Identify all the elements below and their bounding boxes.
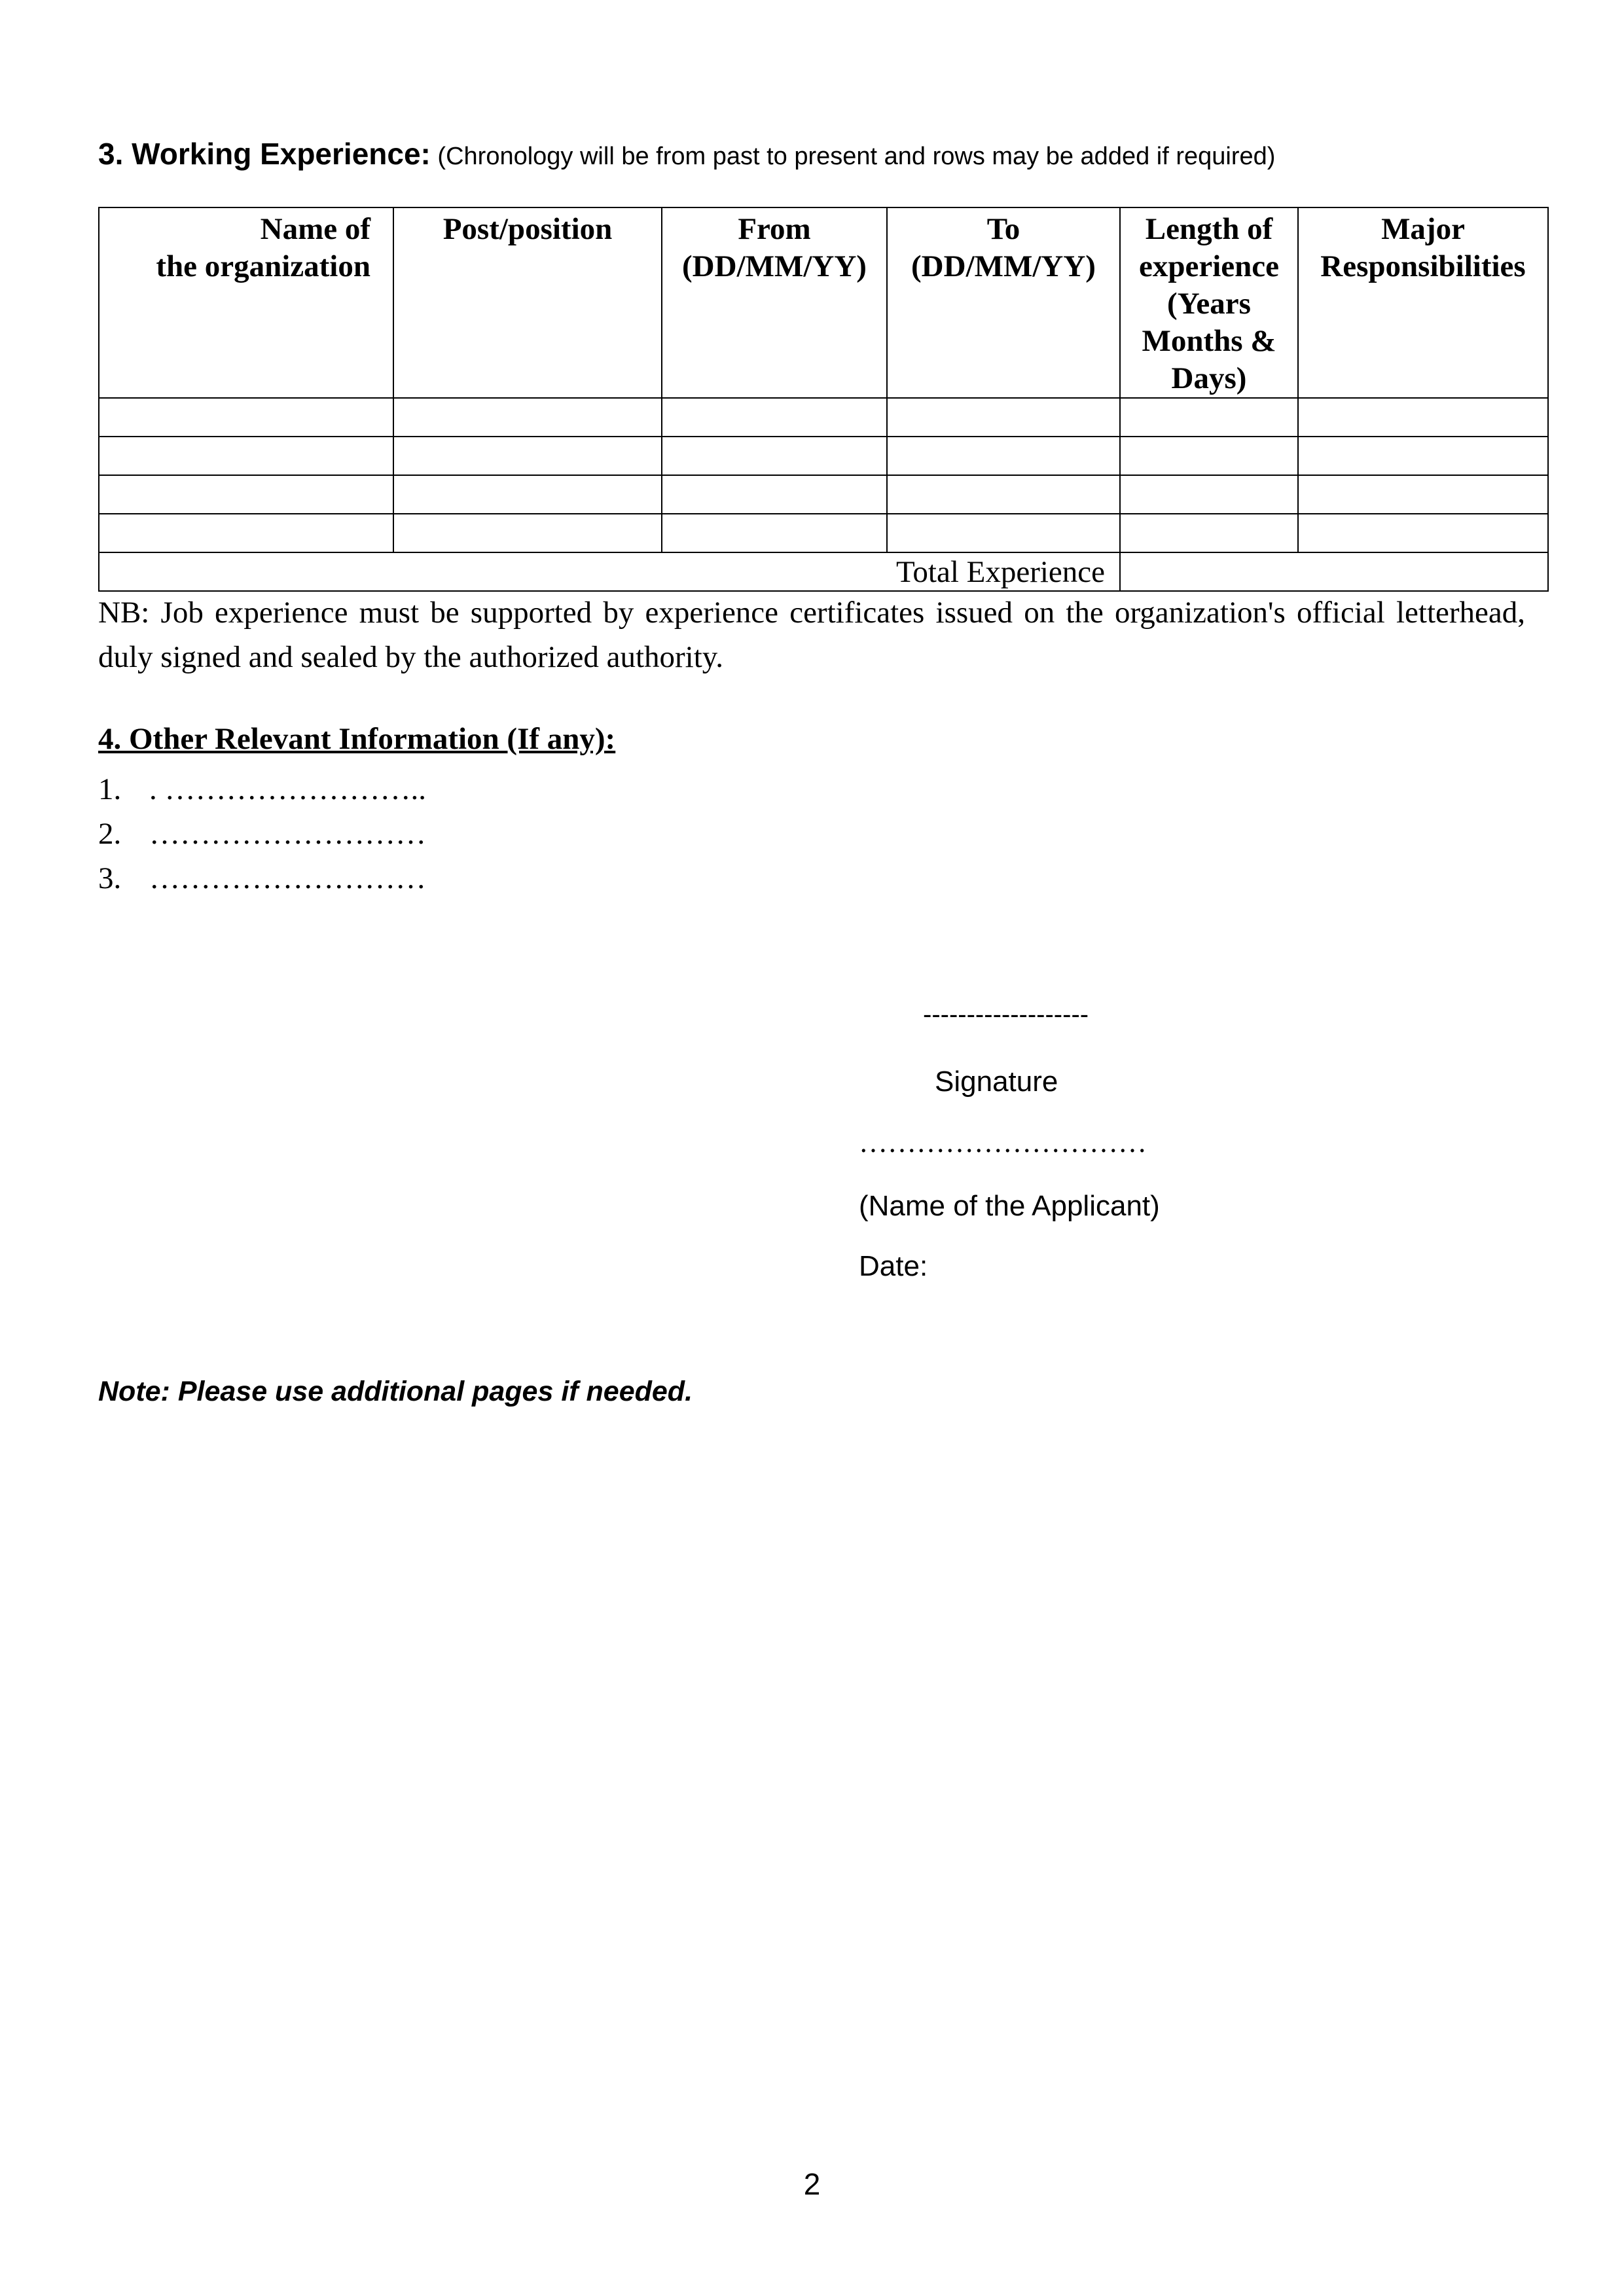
table-cell[interactable]: [662, 475, 887, 514]
table-cell[interactable]: [393, 437, 662, 475]
header-line: Name of: [260, 212, 370, 246]
table-body: [99, 398, 1548, 591]
section-4-heading: 4. Other Relevant Information (If any):: [98, 722, 616, 756]
table-cell[interactable]: [1120, 398, 1298, 437]
table-cell[interactable]: [662, 437, 887, 475]
header-line: To: [986, 212, 1020, 246]
additional-pages-note: Note: Please use additional pages if needed.: [98, 1376, 693, 1407]
header-line: the organization: [156, 249, 370, 283]
list-item: [98, 767, 426, 812]
table-cell[interactable]: [99, 514, 393, 552]
list-item-text[interactable]: ………………………: [149, 861, 426, 895]
list-item-number: 2.: [98, 817, 122, 851]
list-item: [98, 856, 426, 901]
table-cell[interactable]: [887, 437, 1120, 475]
table-row: [99, 398, 1548, 437]
header-line: Months &: [1142, 324, 1276, 358]
page-number: 2: [803, 2167, 821, 2201]
total-experience-row: [99, 552, 1548, 591]
working-experience-table: [98, 207, 1549, 592]
date-label: Date:: [859, 1250, 928, 1282]
nb-paragraph: NB: Job experience must be supported by experience certificates issued on the organization's official letterhead, duly signed and sealed by the authorized authority.: [98, 596, 1525, 674]
section-3-title: 3. Working Experience:: [98, 137, 431, 171]
table-cell[interactable]: [1298, 514, 1548, 552]
header-line: Post/position: [442, 212, 613, 246]
header-length-of-experience: [1120, 207, 1298, 398]
header-to-date: [887, 207, 1120, 398]
signature-label: Signature: [935, 1066, 1058, 1098]
table-cell[interactable]: [99, 437, 393, 475]
table-cell[interactable]: [662, 514, 887, 552]
table-cell[interactable]: [1298, 475, 1548, 514]
table-cell[interactable]: [1120, 437, 1298, 475]
header-major-responsibilities: [1298, 207, 1548, 398]
table-cell[interactable]: [393, 398, 662, 437]
header-post-position: [393, 207, 662, 398]
table-cell[interactable]: [1298, 398, 1548, 437]
header-line: Responsibilities: [1320, 249, 1526, 283]
applicant-name-label: (Name of the Applicant): [859, 1190, 1160, 1222]
list-item-number: 1.: [98, 772, 122, 806]
header-line: (DD/MM/YY): [682, 249, 867, 283]
total-experience-value[interactable]: [1120, 552, 1548, 591]
table-cell[interactable]: [662, 398, 887, 437]
table-cell[interactable]: [887, 475, 1120, 514]
table-cell[interactable]: [99, 475, 393, 514]
header-line: experience: [1138, 249, 1279, 283]
header-line: Length of: [1145, 212, 1273, 246]
table-cell[interactable]: [393, 514, 662, 552]
header-line: (Years: [1167, 287, 1251, 321]
table-cell[interactable]: [1120, 475, 1298, 514]
list-item-number: 3.: [98, 861, 122, 895]
header-line: (DD/MM/YY): [911, 249, 1096, 283]
table-header-row: [99, 207, 1548, 398]
signature-line: -------------------: [923, 1000, 1089, 1029]
header-line: Days): [1171, 361, 1247, 395]
header-line: From: [738, 212, 811, 246]
table-cell[interactable]: [1120, 514, 1298, 552]
section-3-note: (Chronology will be from past to present and rows may be added if required): [430, 143, 1276, 170]
header-organization-name: [99, 207, 393, 398]
table-cell[interactable]: [99, 398, 393, 437]
list-item-text[interactable]: ………………………: [149, 817, 426, 851]
table-cell[interactable]: [887, 398, 1120, 437]
list-item: [98, 812, 426, 856]
header-from-date: [662, 207, 887, 398]
applicant-name-line: …………………………: [859, 1126, 1147, 1158]
list-item-text[interactable]: . ……………………..: [149, 772, 426, 806]
table-cell[interactable]: [887, 514, 1120, 552]
table-row: [99, 437, 1548, 475]
other-info-list: [98, 767, 426, 901]
table-cell[interactable]: [1298, 437, 1548, 475]
section-3-heading: [98, 136, 1275, 171]
table-cell[interactable]: [393, 475, 662, 514]
header-line: Major: [1381, 212, 1465, 246]
table-row: [99, 514, 1548, 552]
table-row: [99, 475, 1548, 514]
total-experience-label: Total Experience: [99, 552, 1120, 591]
